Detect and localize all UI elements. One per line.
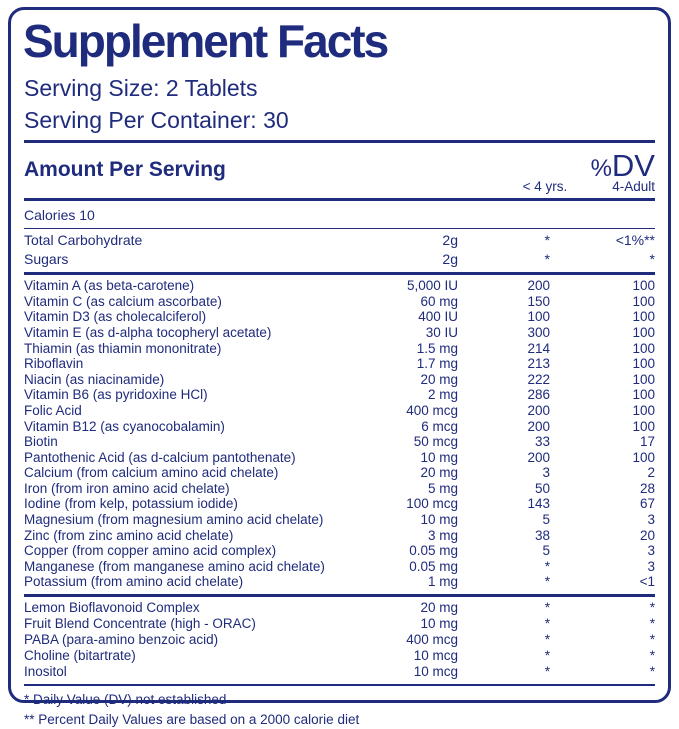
nutrient-name: Copper (from copper amino acid complex) [24,543,277,559]
nutrient-row [24,434,655,450]
nutrient-row [24,341,655,357]
nutrient-amount: 400 mcg [406,402,458,418]
serving-size: Serving Size: 2 Tablets [24,74,258,101]
nutrient-name: Iodine (from kelp, potassium iodide) [24,496,238,512]
nutrient-name: Inositol [24,664,67,680]
nutrient-name: Folic Acid [24,402,82,418]
nutrient-amount: 10 mg [420,449,458,465]
nutrient-amount: 6 mcg [421,418,458,434]
nutrient-amount: 3 mg [427,527,458,543]
botanical-row [24,632,655,648]
nutrient-name: Thiamin (as thiamin mononitrate) [24,340,222,356]
footnote-dv-not-established: * Daily Value (DV) not established [24,692,227,708]
nutrient-amount: 2g [442,251,458,268]
dv-under-4: 50 [534,480,550,496]
nutrient-row [24,528,655,544]
nutrient-row [24,403,655,419]
nutrient-name: Zinc (from zinc amino acid chelate) [24,527,234,543]
nutrient-row [24,356,655,372]
nutrient-amount: 10 mg [420,512,458,528]
dv-under-4: 100 [527,309,550,325]
dv-under-4: 5 [542,543,550,559]
botanical-row [24,664,655,680]
nutrient-name: Niacin (as niacinamide) [24,371,165,387]
nutrient-amount: 1.7 mg [416,356,458,372]
dv-under-4: * [544,574,550,590]
divider-header [24,140,655,144]
nutrient-amount: 2 mg [427,387,458,403]
nutrient-row [24,481,655,497]
nutrient-amount: 1.5 mg [416,340,458,356]
dv-under-4: 214 [527,340,550,356]
dv-under-4: 143 [527,496,550,512]
nutrient-amount: 2g [442,232,458,249]
dv-under-4: 33 [534,434,550,450]
dv-under-4: * [544,664,550,680]
nutrient-amount: 400 mcg [406,632,458,648]
nutrient-name: Total Carbohydrate [24,232,143,249]
dv-4-adult: 20 [639,527,655,543]
nutrient-name: Vitamin C (as calcium ascorbate) [24,293,222,309]
nutrient-name: PABA (para-amino benzoic acid) [24,632,219,648]
nutrient-name: Pantothenic Acid (as d-calcium pantothenate) [24,449,296,465]
dv-under-4: 200 [527,449,550,465]
nutrient-amount: 10 mcg [413,664,458,680]
nutrient-row [24,465,655,481]
nutrient-amount: 1 mg [427,574,458,590]
nutrient-amount: 60 mg [420,293,458,309]
botanical-row [24,616,655,632]
vitamins-minerals-section [24,275,655,594]
nutrient-row [24,309,655,325]
dv-under-4: 200 [527,418,550,434]
dv-under-4: 150 [527,293,550,309]
nutrient-name: Potassium (from amino acid chelate) [24,574,244,590]
dv-under-4: 5 [542,512,550,528]
nutrient-name: Vitamin A (as beta-carotene) [24,278,195,294]
divider-botanicals [24,684,655,686]
nutrient-amount: 20 mg [420,371,458,387]
dv-under-4: * [544,251,550,268]
nutrient-amount: 400 IU [418,309,458,325]
dv-under-4: 200 [527,278,550,294]
nutrient-row [24,294,655,310]
dv-under-4: 3 [542,465,550,481]
dv-4-adult: 3 [647,512,655,528]
dv-4-adult: <1 [639,574,655,590]
dv-text: DV [611,148,655,184]
nutrient-amount: 10 mg [420,616,458,632]
macronutrient-section [24,229,655,272]
dv-4-adult: * [649,632,655,648]
dv-4-adult: * [649,600,655,616]
dv-under-4: * [544,558,550,574]
nutrient-name: Vitamin B6 (as pyridoxine HCl) [24,387,208,403]
nutrient-name: Biotin [24,434,58,450]
nutrient-amount: 20 mg [420,465,458,481]
dv-4-adult: 17 [639,434,655,450]
nutrient-name: Magnesium (from magnesium amino acid chelate) [24,512,324,528]
dv-under-4: 213 [527,356,550,372]
nutrient-row [24,543,655,559]
dv-4-adult: 67 [639,496,655,512]
nutrient-row [24,419,655,435]
nutrient-amount: 10 mcg [413,648,458,664]
dv-4-adult: 100 [632,293,655,309]
dv-4-adult: * [649,664,655,680]
dv-under-4: * [544,616,550,632]
nutrient-amount: 100 mcg [406,496,458,512]
nutrient-row [24,450,655,466]
dv-under-4: 200 [527,402,550,418]
dv-under-4: * [544,600,550,616]
nutrient-name: Vitamin D3 (as cholecalciferol) [24,309,207,325]
nutrient-row [24,512,655,528]
nutrient-name: Choline (bitartrate) [24,648,136,664]
macronutrient-row [24,250,655,269]
dv-4-adult: 28 [639,480,655,496]
dv-4-adult: 100 [632,309,655,325]
dv-4-adult: 3 [647,543,655,559]
footnote-2000-calorie: ** Percent Daily Values are based on a 2000 calorie diet [24,711,360,727]
dv-4-adult: <1%** [615,232,655,249]
nutrient-name: Fruit Blend Concentrate (high - ORAC) [24,616,256,632]
dv-4-adult: 100 [632,356,655,372]
nutrient-amount: 20 mg [420,600,458,616]
dv-4-adult: * [649,648,655,664]
nutrient-row [24,325,655,341]
nutrient-row [24,387,655,403]
dv-under-4: 300 [527,324,550,340]
nutrient-amount: 50 mcg [413,434,458,450]
dv-4-adult: 100 [632,278,655,294]
nutrient-row [24,496,655,512]
botanical-row [24,648,655,664]
dv-under-4: * [544,648,550,664]
nutrient-amount: 30 IU [425,324,458,340]
dv-4-adult: * [649,616,655,632]
dv-under-4: 286 [527,387,550,403]
dv-4-adult: 100 [632,449,655,465]
nutrient-name: Manganese (from manganese amino acid chelate) [24,558,325,574]
nutrient-name: Lemon Bioflavonoid Complex [24,600,200,616]
dv-4-adult: * [649,251,655,268]
footnotes [24,690,655,729]
column-header-4-adult: 4-Adult [612,179,655,195]
dv-under-4: 38 [534,527,550,543]
dv-4-adult: 100 [632,387,655,403]
nutrient-name: Calcium (from calcium amino acid chelate) [24,465,279,481]
nutrient-row [24,372,655,388]
calories-row: Calories 10 [24,206,95,223]
dv-4-adult: 100 [632,324,655,340]
amount-per-serving-label: Amount Per Serving [24,158,226,182]
nutrient-name: Vitamin E (as d-alpha tocopheryl acetate) [24,324,272,340]
dv-4-adult: 3 [647,558,655,574]
nutrient-name: Sugars [24,251,69,268]
nutrient-amount: 5 mg [427,480,458,496]
nutrient-name: Iron (from iron amino acid chelate) [24,480,230,496]
dv-4-adult: 100 [632,340,655,356]
nutrient-row [24,559,655,575]
nutrient-amount: 0.05 mg [409,558,458,574]
dv-4-adult: 100 [632,371,655,387]
dv-under-4: * [544,232,550,249]
nutrient-row [24,278,655,294]
botanical-row [24,600,655,616]
dv-under-4: * [544,632,550,648]
nutrient-amount: 0.05 mg [409,543,458,559]
servings-per-container: Serving Per Container: 30 [24,106,289,133]
dv-under-4: 222 [527,371,550,387]
column-header-under-4: < 4 yrs. [522,179,568,195]
panel-title: Supplement Facts [23,15,388,67]
nutrient-name: Riboflavin [24,356,84,372]
nutrient-name: Vitamin B12 (as cyanocobalamin) [24,418,225,434]
nutrient-amount: 5,000 IU [406,278,458,294]
dv-4-adult: 100 [632,418,655,434]
supplement-facts-panel [8,7,671,727]
amount-per-serving-row [24,148,655,184]
botanical-section [24,597,655,684]
dv-4-adult: 2 [647,465,655,481]
macronutrient-row [24,231,655,250]
percent-sign: % [590,155,612,183]
dv-4-adult: 100 [632,402,655,418]
nutrient-row [24,574,655,590]
